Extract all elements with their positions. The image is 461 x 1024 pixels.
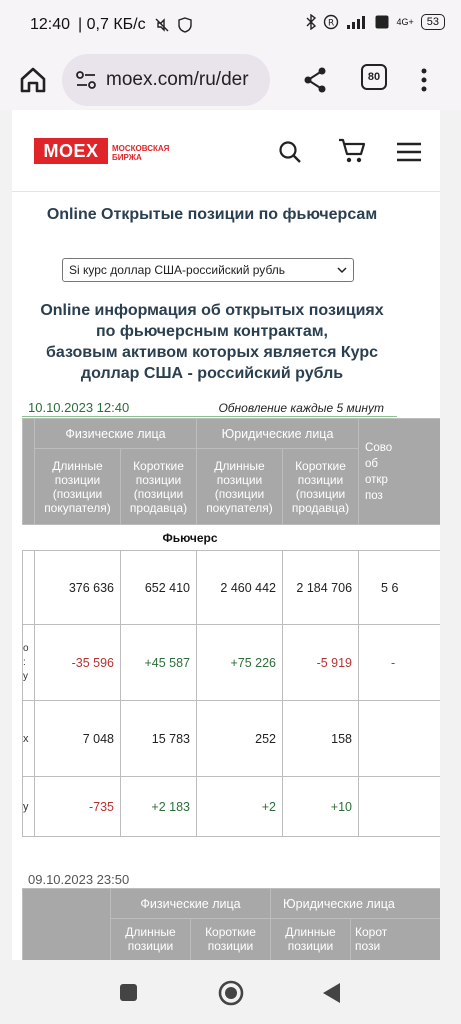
section-heading: Online информация об открытых позициях по фьючерсным контрактам, базовым активом которых является Курс доллар США - российский рубль [40, 302, 384, 382]
page-title: Online Открытые позиции по фьючерсам [46, 206, 378, 223]
header-phys-long: Длинные позиции (позиции покупателя) [35, 449, 121, 525]
header-jur-short: Корот пози [351, 919, 441, 961]
moex-logo[interactable]: MOEX [34, 138, 108, 164]
shield-icon [178, 17, 192, 33]
recent-apps-button[interactable] [120, 984, 137, 1001]
positions-table-1 [22, 418, 440, 837]
logo-subtitle: МОСКОВСКАЯ БИРЖА [112, 144, 170, 162]
header-total: Сово об откр поз [359, 419, 440, 525]
status-bar [0, 0, 461, 50]
cart-icon[interactable] [338, 138, 366, 164]
home-button[interactable] [218, 980, 244, 1006]
registered-icon [323, 14, 339, 30]
header-phys: Физические лица [35, 419, 197, 449]
section-row-futures: Фьючерс [23, 525, 441, 551]
table-row: у -735 +2 183 +2 +10 [23, 777, 441, 837]
address-bar[interactable] [62, 54, 270, 106]
status-speed: | 0,7 КБ/с [78, 16, 146, 33]
browser-toolbar [0, 50, 461, 110]
system-navigation-bar [0, 962, 461, 1024]
header-phys: Физические лица [111, 889, 271, 919]
signal-icon [346, 15, 368, 29]
header-phys-short: Короткие позиции [191, 919, 271, 961]
header-phys-long: Длинные позиции [111, 919, 191, 961]
header-jur-long: Длинные позиции (позиции покупателя) [197, 449, 283, 525]
header-jur-short: Короткие позиции (позиции продавца) [283, 449, 359, 525]
home-icon[interactable] [16, 63, 50, 97]
mute-icon [154, 17, 170, 33]
table-header-cell [23, 419, 35, 525]
chevron-down-icon [336, 263, 348, 277]
volte-icon [375, 15, 389, 29]
table-row: х 7 048 15 783 252 158 [23, 701, 441, 777]
search-icon[interactable] [278, 140, 302, 164]
tab-switcher-button[interactable]: 80 [361, 64, 387, 90]
battery-indicator: 53 [421, 14, 445, 30]
table2-date: 09.10.2023 23:50 [28, 872, 130, 887]
site-header [12, 110, 440, 192]
update-note: Обновление каждые 5 минут [218, 401, 384, 415]
url-text: moex.com/ru/der [106, 69, 249, 90]
menu-icon[interactable] [396, 142, 422, 162]
select-value: Si курс доллар США-российский рубль [69, 263, 286, 277]
web-page [12, 110, 440, 960]
header-phys-short: Короткие позиции (позиции продавца) [121, 449, 197, 525]
site-settings-icon[interactable] [76, 71, 96, 89]
header-jur: Юридические лица [197, 419, 359, 449]
header-jur-long: Длинные позиции [271, 919, 351, 961]
table-row: о : у -35 596 +45 587 +75 226 -5 919 - [23, 625, 441, 701]
network-type: 4G+ [396, 17, 414, 27]
table-header-cell [23, 889, 111, 961]
share-icon[interactable] [302, 66, 328, 94]
bluetooth-icon [306, 14, 316, 30]
positions-table-2 [22, 888, 440, 960]
status-time: 12:40 [30, 16, 71, 33]
instrument-select[interactable] [62, 258, 354, 282]
divider [22, 416, 397, 417]
svg-text:R: R [328, 18, 335, 29]
table1-date: 10.10.2023 12:40 [28, 400, 130, 415]
table-row: 376 636 652 410 2 460 442 2 184 706 5 6 [23, 551, 441, 625]
header-jur: Юридические лица [271, 889, 441, 919]
back-button[interactable] [320, 981, 342, 1005]
more-options-icon[interactable] [420, 68, 428, 92]
